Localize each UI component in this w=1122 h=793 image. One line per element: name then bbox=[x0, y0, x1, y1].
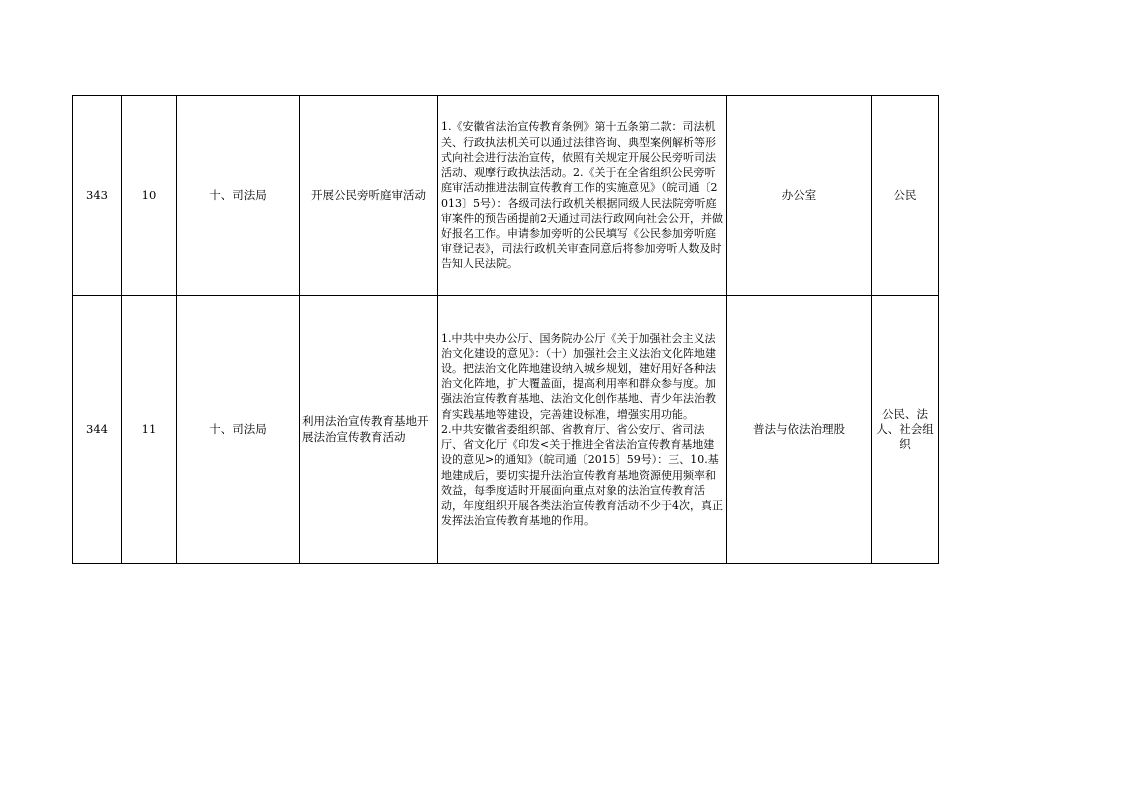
department-cell: 十、司法局 bbox=[177, 96, 300, 296]
sub-seq-cell: 11 bbox=[122, 296, 177, 564]
table-row bbox=[73, 296, 939, 564]
item-name-cell bbox=[300, 96, 438, 296]
seq-cell: 344 bbox=[73, 296, 122, 564]
power-list-table bbox=[72, 95, 939, 564]
item-name-text: 利用法治宣传教育基地开展法治宣传教育活动 bbox=[302, 414, 429, 444]
target-cell bbox=[872, 296, 939, 564]
table-row bbox=[73, 96, 939, 296]
item-name-text: 开展公民旁听庭审活动 bbox=[311, 187, 426, 202]
target-text: 公民、法人、社会组织 bbox=[876, 406, 934, 452]
item-name-cell bbox=[300, 296, 438, 564]
legal-basis-cell: 1.中共中央办公厅、国务院办公厅《关于加强社会主义法治文化建设的意见》：（十）加强社会主义法治文化阵地建设。把法治文化阵地建设纳入城乡规划，建好用好各种法治文化阵地，扩大覆盖面，提高利用率和群众参与度。加强法治宣传教育基地、法治文化创作基地、青少年法治教育实践基地等建设，完善建设标准，增强实用功能。 2.中共安徽省委组织部、省教育厅、省公安厅、省司法厅、省文化厅《印发<关于推进全省法治宣传教育基地建设的意见>的通知》（皖司通〔2015〕59号）：三、10.基地建成后，要切实提升法治宣传教育基地资源使用频率和效益，每季度适时开展面向重点对象的法治宣传教育活动，年度组织开展各类法治宣传教育活动不少于4次，真正发挥法治宣传教育基地的作用。 bbox=[438, 296, 727, 564]
office-cell: 普法与依法治理股 bbox=[727, 296, 872, 564]
legal-basis-cell: 1.《安徽省法治宣传教育条例》第十五条第二款：司法机关、行政执法机关可以通过法律咨询、典型案例解析等形式向社会进行法治宣传，依照有关规定开展公民旁听司法活动、观摩行政执法活动。2.《关于在全省组织公民旁听庭审活动推进法制宣传教育工作的实施意见》（皖司通〔2013〕5号）：各级司法行政机关根据同级人民法院旁听庭审案件的预告函提前2天通过司法行政网向社会公开，并做好报名工作。申请参加旁听的公民填写《公民参加旁听庭审登记表》，司法行政机关审查同意后将参加旁听人数及时告知人民法院。 bbox=[438, 96, 727, 296]
seq-cell: 343 bbox=[73, 96, 122, 296]
department-cell: 十、司法局 bbox=[177, 296, 300, 564]
target-cell: 公民 bbox=[872, 96, 939, 296]
sub-seq-cell: 10 bbox=[122, 96, 177, 296]
office-cell: 办公室 bbox=[727, 96, 872, 296]
